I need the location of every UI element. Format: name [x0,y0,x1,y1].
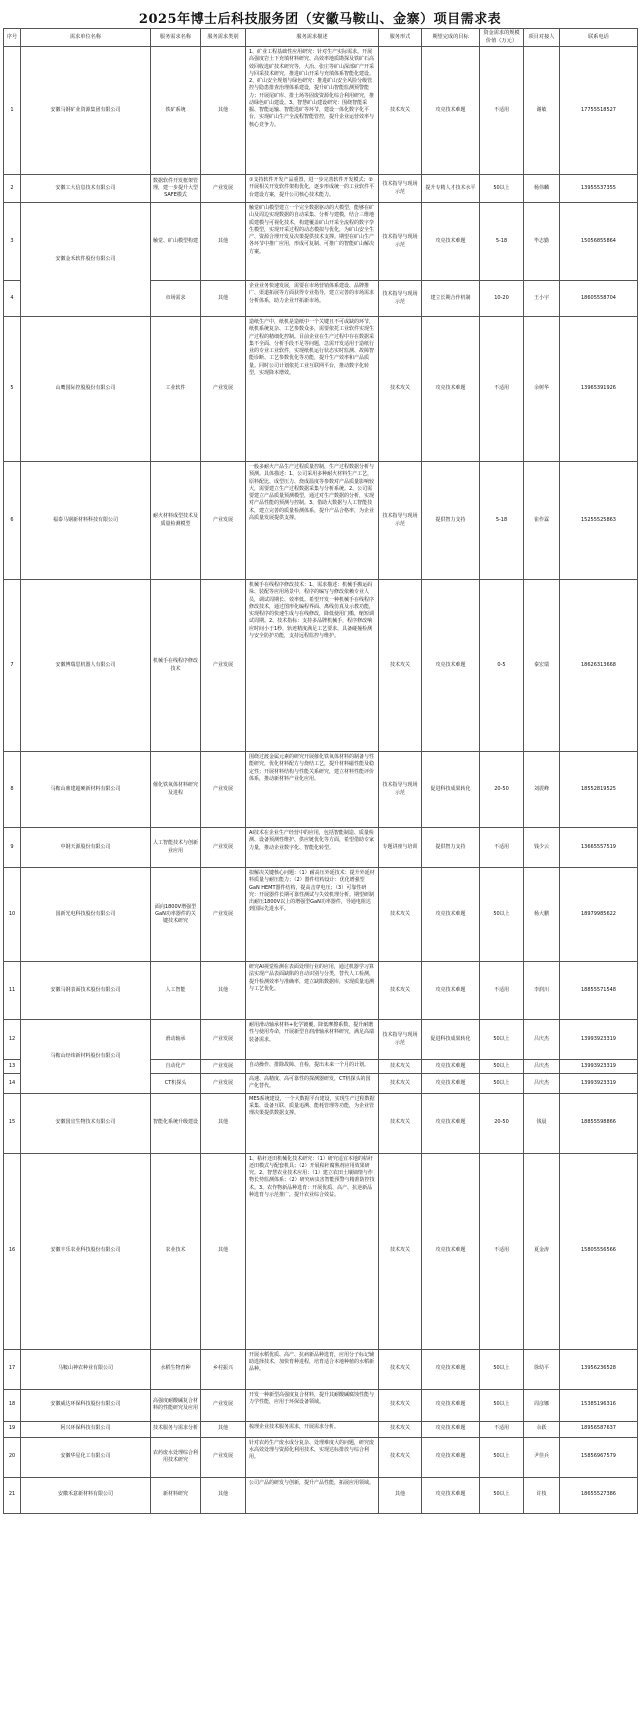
cell-company: 马鞍山神农种业有限公司 [21,1349,151,1389]
cell-category: 产业发展 [201,868,246,962]
cell-contact: 吕庆杰 [524,1074,560,1094]
cell-description: 企业业务快速发展，需要在市场营销体系建设、品牌推广、渠道拓展等方面获得专业指导，建立完善的市场需求分析体系，助力企业开拓新市场。 [246,281,379,317]
cell-contact: 余跃 [524,1421,560,1437]
cell-form: 技术攻关 [379,1074,422,1094]
cell-form: 技术指导与现场示范 [379,1020,422,1060]
cell-funding: 不适用 [480,1153,524,1349]
cell-contact: 刘震峰 [524,752,560,828]
cell-funding: 50以上 [480,1477,524,1513]
cell-contact: 谢敏 [524,47,560,175]
cell-funding: 50以上 [480,1389,524,1421]
cell-funding: 不适用 [480,962,524,1020]
cell-no: 5 [4,317,21,462]
cell-no: 17 [4,1349,21,1389]
cell-form: 技术攻关 [379,962,422,1020]
cell-no: 2 [4,175,21,203]
cell-form: 技术攻关 [379,1389,422,1421]
cell-goal: 攻克技术难题 [422,317,480,462]
cell-form: 技术指导与现场示范 [379,752,422,828]
cell-phone: 13993923319 [560,1020,638,1060]
header-funding: 资金需求的规模价值（万元） [480,29,524,47]
cell-description: 机械手在线程序修改技术：1、需求描述：机械手搬运码垛、装配等应用场景中，程序的编写与修改依赖专业人员，调试周期长、效率低。希望开发一种机械手在线程序修改技术，通过图形化编程界面、离线仿真及示教功能，实现程序的快速生成与在线修改，降低使用门槛，缩短调试周期。2、技术指标：支持多品牌机械手，程序修改响应时间小于1秒，轨迹精度满足工艺要求，具备碰撞检测与安全防护功能，支持远程监控与维护。 [246,580,379,752]
cell-description: 开发一种新型高强度复合材料，提升其耐酸碱腐蚀性能与力学性能，应用于环保设备领域。 [246,1389,379,1421]
cell-company: 安徽华星化工有限公司 [21,1437,151,1477]
cell-company: 安徽博瑞思机器人有限公司 [21,580,151,752]
table-row [4,752,638,828]
cell-funding: 不适用 [480,317,524,462]
cell-contact: 毕志勤 [524,203,560,281]
cell-form: 技术攻关 [379,1093,422,1153]
cell-name: 人工智能 [151,962,201,1020]
cell-category: 其他 [201,962,246,1020]
cell-phone: 17755518527 [560,47,638,175]
cell-no: 20 [4,1437,21,1477]
cell-category: 产业发展 [201,580,246,752]
cell-name: 市场需求 [151,281,201,317]
cell-form: 技术攻关 [379,1060,422,1074]
cell-category: 其他 [201,1421,246,1437]
cell-description: 1、矿业工程基础性应用研究：针对生产实际需求，开展高强度岩土下充填材料研究、高效率地质勘探及铁矿石高效回收选矿技术研究等，大冶、张庄等矿山深部矿产开采与回采技术研究，推进矿山开采与充填体系智能化建设。2、矿山安全规划与绿色研究：推进矿山安全风险分级管控与隐患排查治理体系建设，提升矿山智能监测预警能力；开展尾矿库、排土场等固废资源化综合利用研究，推动绿色矿山建设。3、智慧矿山建设研究：围绕智能采掘、智能运输、智能选矿等环节，建设一体化数字化平台，实现矿山生产全流程智能管控，提升企业运营效率与核心竞争力。 [246,47,379,175]
cell-no: 6 [4,462,21,580]
cell-contact: 余树华 [524,317,560,462]
cell-name: 高强度耐酸碱复合材料的性能研究及应用 [151,1389,201,1421]
cell-description: AI技术在企业生产经营中的应用，包括智能制造、质量检测、设备预测性维护、供应链优化等方面，希望借助专家力量，推动企业数字化、智能化转型。 [246,828,379,868]
cell-no: 18 [4,1389,21,1421]
cell-goal: 提供智力支持 [422,462,480,580]
cell-name: 水稻生物育种 [151,1349,201,1389]
cell-name: 农业技术 [151,1153,201,1349]
cell-form: 技术攻关 [379,1349,422,1389]
header-no: 序号 [4,29,21,47]
cell-category: 其他 [201,281,246,317]
cell-category: 其他 [201,1153,246,1349]
cell-company: 阿兴环保科技有限公司 [21,1421,151,1437]
cell-form: 技术指导与现场示范 [379,175,422,203]
cell-phone: 13993923319 [560,1074,638,1094]
cell-name: 农药废水处理综合利用技术研究 [151,1437,201,1477]
cell-phone: 18956587637 [560,1421,638,1437]
cell-funding: 50以上 [480,1074,524,1094]
cell-no: 4 [4,281,21,317]
table-row [4,175,638,203]
cell-phone: 15255525863 [560,462,638,580]
table-body [4,47,638,1514]
cell-company: 安徽威达环保科技股份有限公司 [21,1389,151,1421]
table-row [4,1093,638,1153]
cell-description: 公司产品的研发与创新，提升产品性能，拓展应用领域。 [246,1477,379,1513]
cell-phone: 18605558704 [560,281,638,317]
cell-phone: 18655527386 [560,1477,638,1513]
cell-phone: 18855571548 [560,962,638,1020]
cell-description: 梳理企业技术服务需求，开展需求分析。 [246,1421,379,1437]
cell-phone: 15056855864 [560,203,638,281]
cell-company: 山鹰国际控股股份有限公司 [21,317,151,462]
cell-phone: 13965391926 [560,317,638,462]
table-row [4,1349,638,1389]
cell-category: 产业发展 [201,1389,246,1421]
cell-goal: 攻克技术难题 [422,1349,480,1389]
cell-name: 机械手在线程序修改技术 [151,580,201,752]
cell-goal: 攻克技术难题 [422,203,480,281]
cell-contact: 秦宏瑞 [524,580,560,752]
cell-phone: 18552819525 [560,752,638,828]
cell-goal: 攻克技术难题 [422,868,480,962]
cell-company: 安徽金禾软件股份有限公司 [21,203,151,317]
cell-goal: 攻克技术难题 [422,1477,480,1513]
cell-form: 技术攻关 [379,580,422,752]
cell-form: 专题讲座与培训 [379,828,422,868]
cell-no: 9 [4,828,21,868]
cell-contact: 尹佳兵 [524,1437,560,1477]
cell-no: 16 [4,1153,21,1349]
cell-description: 针对农药生产废水成分复杂、处理难度大的问题，研究废水高效处理与资源化利用技术，实现达标排放与综合利用。 [246,1437,379,1477]
cell-form: 技术攻关 [379,317,422,462]
cell-contact: 杨伟麟 [524,175,560,203]
cell-goal: 提升专精人才技术水平 [422,175,480,203]
cell-phone: 13955537355 [560,175,638,203]
table-row [4,462,638,580]
header-form: 服务形式 [379,29,422,47]
header-company: 需求单位名称 [21,29,151,47]
cell-form: 技术攻关 [379,1153,422,1349]
cell-goal: 攻克技术难题 [422,1421,480,1437]
cell-funding: 50以上 [480,868,524,962]
cell-description: MES系统建设，一个大数据平台建设，实现生产过程数据采集、设备互联、质量追溯、能耗管理等功能，为企业管理决策提供数据支撑。 [246,1093,379,1153]
header-goal: 期望完成的目标 [422,29,480,47]
cell-description: 高速、高精度、高可靠性的探测器研发，CT机探头的国产化替代。 [246,1074,379,1094]
table-row [4,203,638,281]
cell-phone: 18626313668 [560,580,638,752]
header-category: 服务需求类别 [201,29,246,47]
cell-funding: 20-50 [480,752,524,828]
cell-category: 产业发展 [201,828,246,868]
cell-form: 其他 [379,1477,422,1513]
cell-company: 中钢天源股份有限公司 [21,828,151,868]
table-row [4,1421,638,1437]
cell-company: 福泰马钢新材料科技有限公司 [21,462,151,580]
cell-contact: 夏金涛 [524,1153,560,1349]
cell-no: 19 [4,1421,21,1437]
page-title: 2025年博士后科技服务团（安徽马鞍山、金寨）项目需求表 [138,12,502,27]
cell-category: 其他 [201,47,246,175]
cell-phone: 15856967579 [560,1437,638,1477]
cell-contact: 许枝 [524,1477,560,1513]
table-header-row [4,29,638,47]
cell-form: 技术攻关 [379,1421,422,1437]
table-row [4,962,638,1020]
cell-form: 技术指导与现场示范 [379,462,422,580]
table-row [4,1153,638,1349]
cell-company: 安徽马钢矿业资源集团有限公司 [21,47,151,175]
table-row [4,1020,638,1060]
cell-funding: 5-18 [480,462,524,580]
cell-no: 3 [4,203,21,281]
table-row [4,47,638,175]
cell-funding: 50以上 [480,1437,524,1477]
cell-category: 产业发展 [201,175,246,203]
cell-category: 产业发展 [201,462,246,580]
cell-goal: 促进科技成果转化 [422,1020,480,1060]
cell-name: 触觉、矿山模型构建 [151,203,201,281]
cell-phone: 18855598866 [560,1093,638,1153]
cell-name: 耐火材料成型技术及质量检测模型 [151,462,201,580]
cell-description: 研究AI视觉检测在表面处理行业的应用，通过机器学习算法实现产品表面缺陷的自动识别与分类，替代人工检测，提升检测效率与准确率，建立缺陷数据库，实现质量追溯与工艺优化。 [246,962,379,1020]
cell-name: CT机探头 [151,1074,201,1094]
cell-goal: 建立长期合作机制 [422,281,480,317]
header-name: 服务需求名称 [151,29,201,47]
cell-company: 安徽丰乐农业科技股份有限公司 [21,1153,151,1349]
cell-category: 其他 [201,203,246,281]
cell-contact: 王小宇 [524,281,560,317]
cell-category: 乡村振兴 [201,1349,246,1389]
cell-funding: 不适用 [480,47,524,175]
cell-phone: 15385196316 [560,1389,638,1421]
cell-goal: 攻克技术难题 [422,1093,480,1153]
cell-name: 催化铁氧体材料研究及进程 [151,752,201,828]
cell-form: 技术攻关 [379,1437,422,1477]
cell-funding: 50以上 [480,175,524,203]
cell-contact: 钱少云 [524,828,560,868]
cell-category: 产业发展 [201,1060,246,1074]
cell-description: 1、秸秆还田机械化技术研究：（1）研究适宜本地的秸秆还田模式与配套机具；（2）开展秸秆腐熟剂应用效果研究。2、智慧农业技术应用：（1）建立农田土壤墒情与作物长势监测体系；（2）研究病虫害智能预警与精准防控技术。3、农作物新品种选育：开展优质、高产、抗逆新品种选育与示范推广，提升农业综合效益。 [246,1153,379,1349]
cell-category: 产业发展 [201,1074,246,1094]
cell-category: 产业发展 [201,1437,246,1477]
requirements-table [3,28,638,1514]
cell-form: 技术攻关 [379,47,422,175]
cell-company: 安徽工大信息技术有限公司 [21,175,151,203]
cell-form: 技术指导与现场示范 [379,203,422,281]
table-row [4,1477,638,1513]
table-row [4,1437,638,1477]
table-row [4,868,638,962]
table-row [4,317,638,462]
cell-contact: 钱晨 [524,1093,560,1153]
cell-funding: 50以上 [480,1020,524,1060]
cell-no: 8 [4,752,21,828]
cell-company: 马鞍山鼎建超硬新材料有限公司 [21,752,151,828]
cell-goal: 攻克技术难题 [422,1074,480,1094]
cell-name: 数据软件开发框架管理，建一步提升大型SAFE模式 [151,175,201,203]
cell-description: 拟解决关键核心问题：（1）耐高压外延技术：提升外延材料质量与耐压能力；（2）器件结构设计：优化增强型GaN HEMT器件结构，提高击穿电压；（3）可靠性研究：开展器件长期可靠性测试与失效机理分析。期望研制出耐压1800V以上的增强型GaN功率器件，导通电阻达到国际先进水平。 [246,868,379,962]
cell-no: 14 [4,1074,21,1094]
cell-funding: 5-18 [480,203,524,281]
header-description: 服务需求描述 [246,29,379,47]
cell-funding: 20-50 [480,1093,524,1153]
cell-no: 11 [4,962,21,1020]
cell-category: 产业发展 [201,1020,246,1060]
cell-category: 其他 [201,1093,246,1153]
cell-description: 围绕过渡金属元素的研究开展催化铁氧体材料的制备与性能研究，优化材料配方与烧结工艺，提升材料磁性能及稳定性；开展材料结构与性能关系研究，建立材料性能评价体系，推动新材料产业化应用。 [246,752,379,828]
cell-company: 安徽国宜生物技术有限公司 [21,1093,151,1153]
cell-contact: 李润川 [524,962,560,1020]
cell-contact: 杨大鹏 [524,868,560,962]
cell-goal: 攻克技术难题 [422,580,480,752]
cell-no: 15 [4,1093,21,1153]
cell-funding: 10-20 [480,281,524,317]
cell-company: 马鞍山经纬新材料股份有限公司 [21,1020,151,1094]
cell-form: 技术指导与现场示范 [379,281,422,317]
cell-description: ①支持软件开发产品重置，进一步完善软件开发模式；②开展相关开发软件架构优化，逐步形成统一的工业软件平台建设方案，提升公司核心技术能力。 [246,175,379,203]
cell-company: 国新光电科技股份有限公司 [21,868,151,962]
cell-name: 人工智能技术与创新业应用 [151,828,201,868]
cell-name: 新材料研究 [151,1477,201,1513]
cell-name: 面向1800V增强型GaN功率器件的关键技术研究 [151,868,201,962]
cell-phone: 13665557519 [560,828,638,868]
cell-contact: 周彦娜 [524,1389,560,1421]
cell-company: 安徽马钢表面技术股份有限公司 [21,962,151,1020]
cell-goal: 攻克技术难题 [422,1060,480,1074]
cell-phone: 18979985622 [560,868,638,962]
cell-form: 技术攻关 [379,868,422,962]
header-contact: 项目对接人 [524,29,560,47]
cell-phone: 13956236528 [560,1349,638,1389]
cell-category: 产业发展 [201,317,246,462]
cell-no: 7 [4,580,21,752]
cell-funding: 50以上 [480,1060,524,1074]
cell-description: 耐用滑动轴承材料+化学镀覆，降低摩擦系数，提升耐磨性与使用寿命，开展新型自润滑轴承材料研究，满足高端装备需求。 [246,1020,379,1060]
table-row [4,828,638,868]
cell-goal: 攻克技术难题 [422,47,480,175]
cell-description: 触觉矿山模型建立一个完全数据驱动的大模型，能够在矿山及周边实现数据的自动采集、分析与建模，结合三维地质建模与可视化技术，构建覆盖矿山开采全流程的数字孪生模型，实现开采过程的动态模拟与优化，为矿山安全生产、资源合理开发及决策提供技术支撑。期望在矿山生产各环节中推广应用，形成可复制、可推广的智能矿山解决方案。 [246,203,379,281]
cell-category: 产业发展 [201,752,246,828]
header-phone: 联系电话 [560,29,638,47]
cell-no: 21 [4,1477,21,1513]
table-row [4,1389,638,1421]
cell-description: 造纸生产中，纸机是造纸中一个关键且不可或缺的环节，纸机系统复杂、工艺参数众多，需要依托工业软件实现生产过程的精细化控制。目前企业在生产过程中存在数据采集不全面、分析手段不足等问题，急需开发适用于造纸行业的专业工业软件，实现纸机运行状态实时监测、故障智能诊断、工艺参数优化等功能，提升生产效率和产品质量。同时公司计划依托工业互联网平台，推动数字化转型，实现降本增效。 [246,317,379,462]
cell-name: 工业软件 [151,317,201,462]
cell-contact: 吕庆杰 [524,1020,560,1060]
cell-description: 一般多耐火产品生产过程质量控制，生产过程数据分析与预测。具体描述：1、公司采用多种耐火材料生产工艺，原料配比、成型压力、烧成温度等参数对产品质量影响较大，需要建立生产过程数据采集与分析系统。2、公司需要建立产品质量预测模型，通过对生产数据的分析，实现对产品性能的预测与控制。3、借助大数据与人工智能技术，建立完善的质量检测体系，提升产品合格率，为企业高质量发展提供支撑。 [246,462,379,580]
cell-funding: 0-5 [480,580,524,752]
cell-funding: 不适用 [480,1421,524,1437]
cell-contact: 吕庆杰 [524,1060,560,1074]
cell-description: 自动操作、排除故障、自检，提出未来一个月的计划。 [246,1060,379,1074]
cell-no: 10 [4,868,21,962]
cell-name: 技术服务与需求分析 [151,1421,201,1437]
cell-company: 安徽禾意新材料有限公司 [21,1477,151,1513]
cell-goal: 攻克技术难题 [422,1153,480,1349]
cell-phone: 15805556566 [560,1153,638,1349]
cell-goal: 促进科技成果转化 [422,752,480,828]
cell-category: 其他 [201,1477,246,1513]
cell-no: 13 [4,1060,21,1074]
cell-goal: 攻克技术难题 [422,1437,480,1477]
cell-goal: 提供智力支持 [422,828,480,868]
cell-no: 1 [4,47,21,175]
cell-funding: 不适用 [480,828,524,868]
cell-goal: 攻克技术难题 [422,962,480,1020]
cell-phone: 13993923319 [560,1060,638,1074]
cell-goal: 攻克技术难题 [422,1389,480,1421]
cell-name: 自动化产 [151,1060,201,1074]
cell-description: 开展水稻优质、高产、抗病新品种选育，应用分子标记辅助选择技术，加快育种进程，培育适合本地种植的水稻新品种。 [246,1349,379,1389]
cell-contact: 崔作霖 [524,462,560,580]
cell-name: 铁矿系统 [151,47,201,175]
cell-name: 智能化系统升级建设 [151,1093,201,1153]
cell-funding: 50以上 [480,1349,524,1389]
cell-contact: 徐幼平 [524,1349,560,1389]
cell-name: 滑动轴承 [151,1020,201,1060]
table-row [4,580,638,752]
cell-no: 12 [4,1020,21,1060]
